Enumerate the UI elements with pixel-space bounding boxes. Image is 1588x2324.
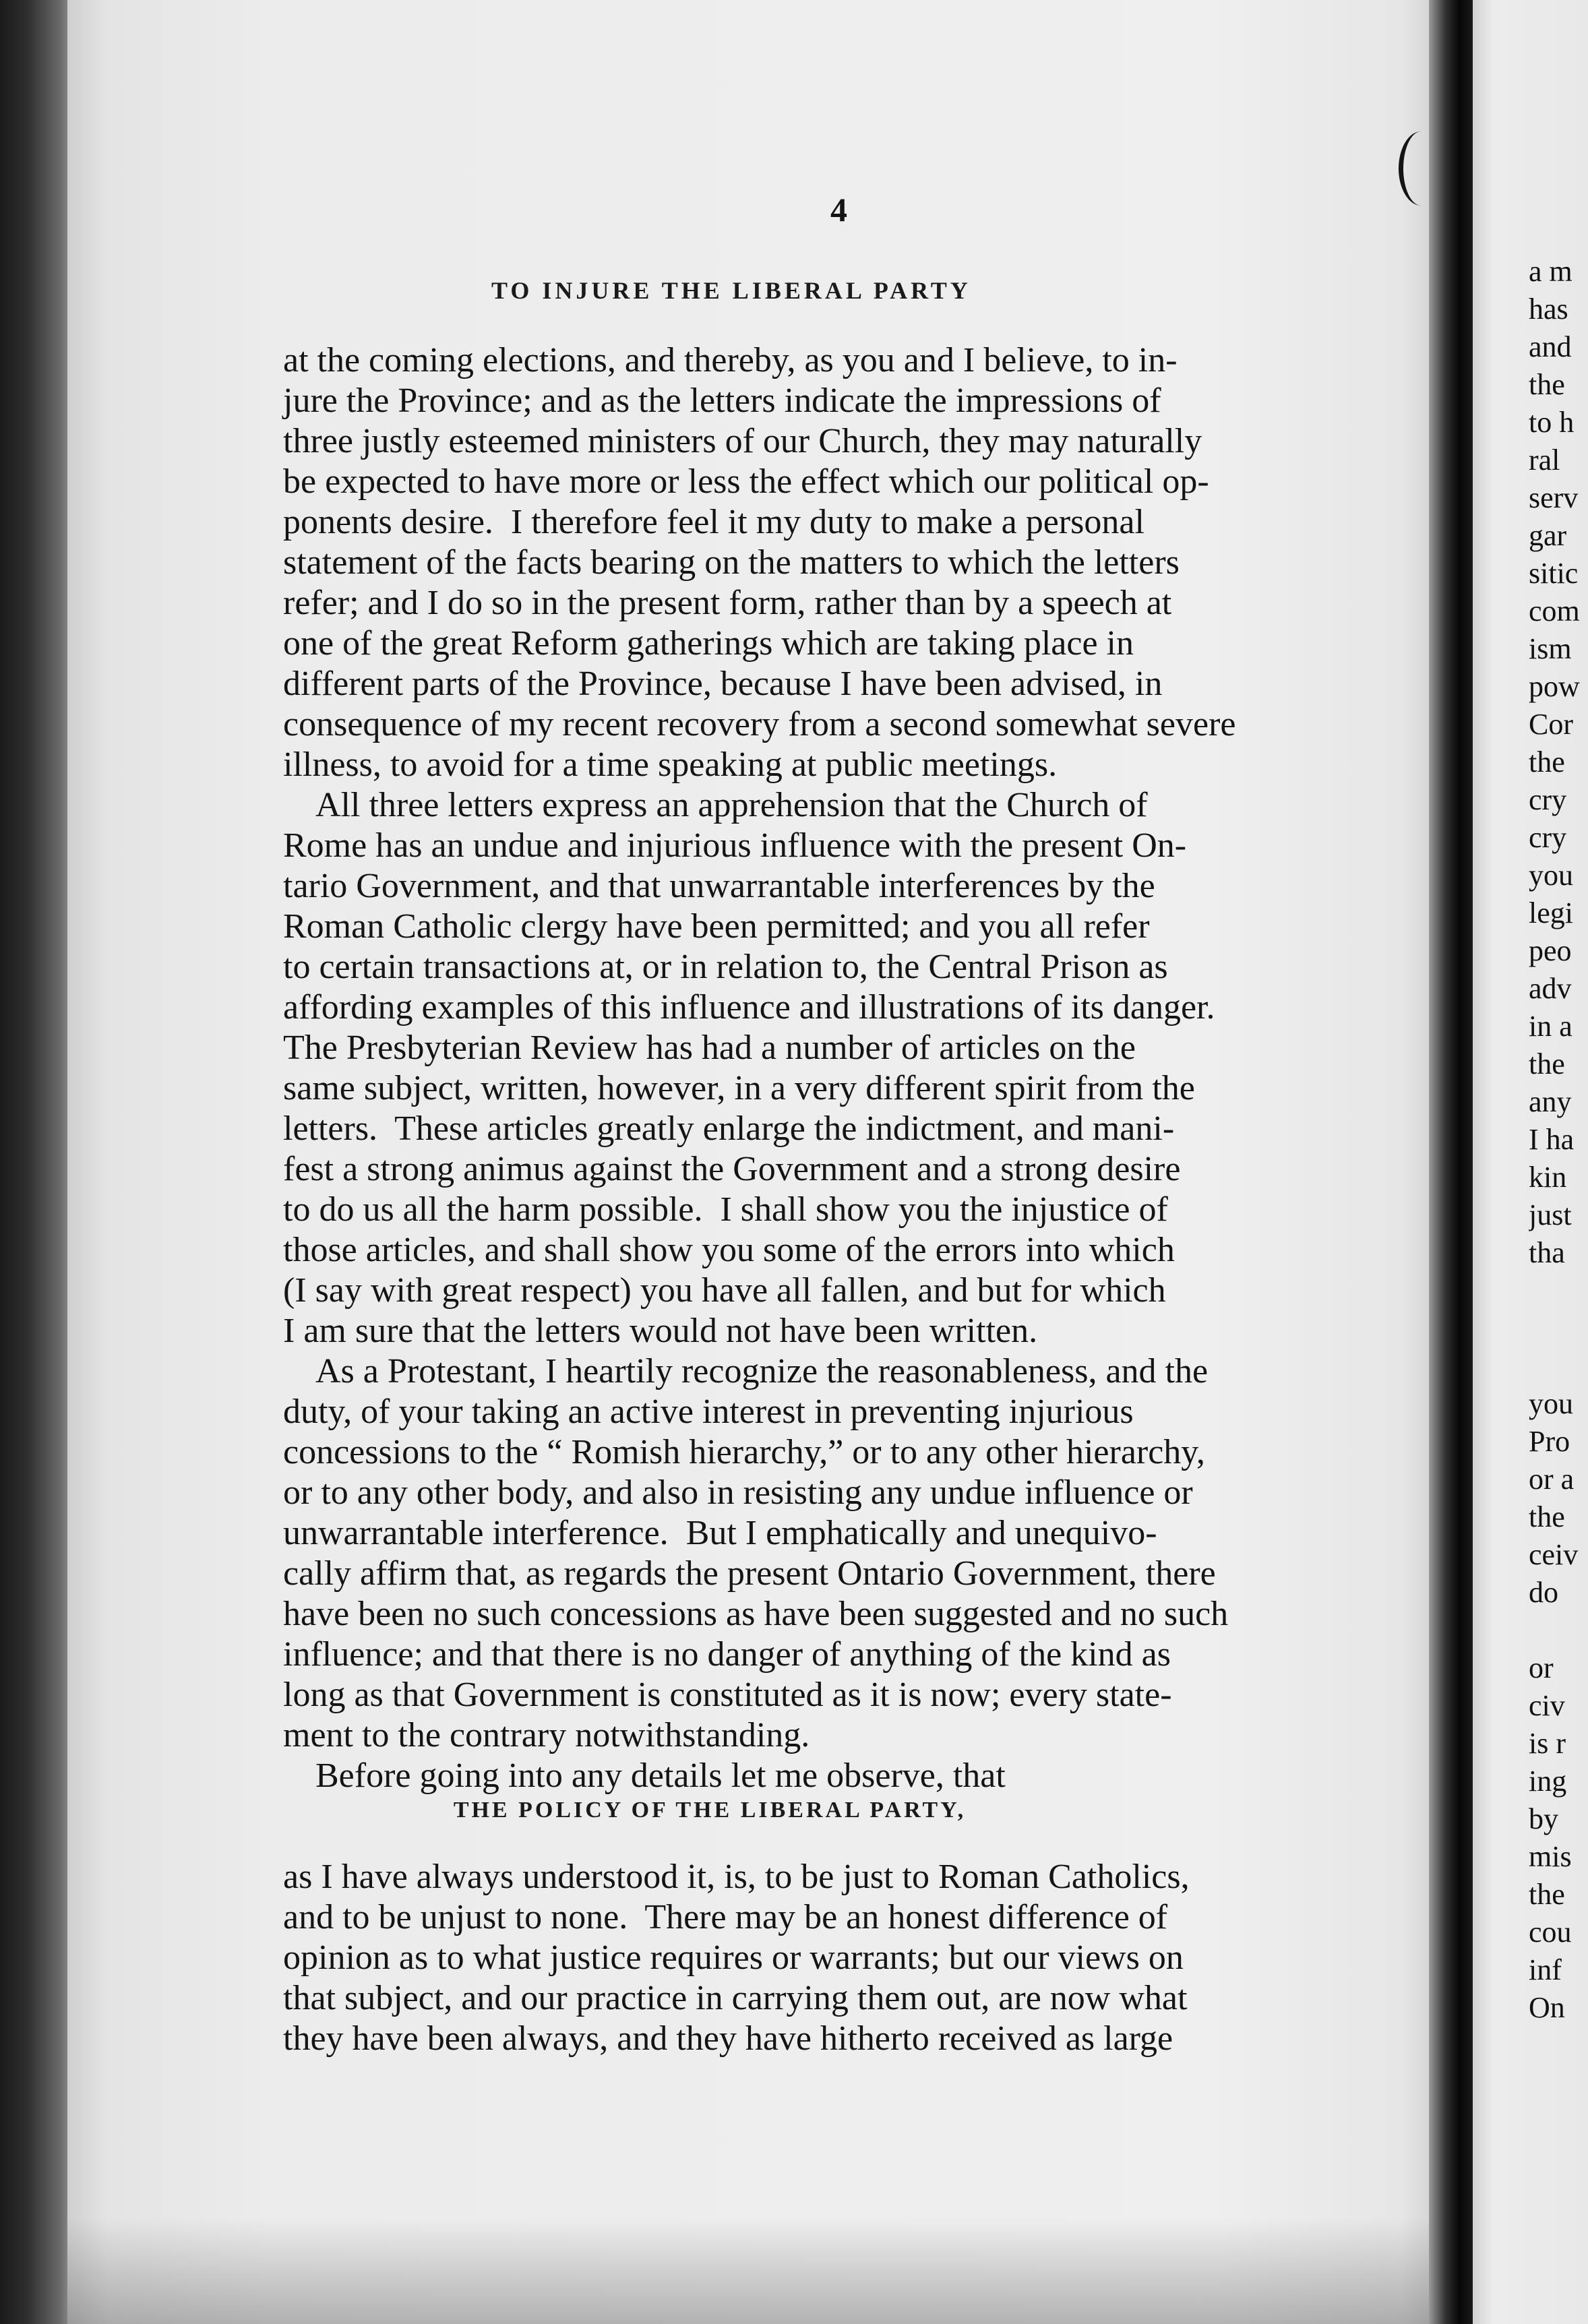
- facing-page-fragment: I ha: [1529, 1123, 1575, 1156]
- facing-page-fragment: cry: [1529, 783, 1567, 816]
- body-text-before: [283, 340, 1375, 1796]
- facing-page-fragment: any: [1529, 1085, 1572, 1118]
- facing-page-fragment: a m: [1529, 255, 1572, 288]
- text-line: (I say with great respect) you have all fallen, and but for which: [283, 1271, 1166, 1310]
- text-line: duty, of your taking an active interest in preventing injurious: [283, 1393, 1134, 1431]
- paragraph: [283, 785, 1375, 1351]
- text-line: statement of the facts bearing on the matters to which the letters: [283, 543, 1180, 582]
- text-line: or to any other body, and also in resisting any undue influence or: [283, 1473, 1193, 1512]
- text-line: that subject, and our practice in carrying them out, are now what: [283, 1979, 1188, 2017]
- section-heading-text: THE POLICY OF THE LIBERAL PARTY,: [453, 1798, 967, 1823]
- text-line: three justly esteemed ministers of our Church, they may naturally: [283, 422, 1202, 460]
- text-line: tario Government, and that unwarrantable interferences by the: [283, 867, 1155, 905]
- text-line: ponents desire. I therefore feel it my duty to make a personal: [283, 503, 1144, 541]
- facing-page-fragment: ral: [1529, 444, 1560, 477]
- body-text-after: [283, 1857, 1375, 2059]
- text-line: concessions to the “ Romish hierarchy,” or to any other hierarchy,: [283, 1433, 1205, 1471]
- facing-page-fragment: ing: [1529, 1765, 1567, 1798]
- facing-page-fragment: adv: [1529, 972, 1572, 1005]
- text-line: fest a strong animus against the Government and a strong desire: [283, 1150, 1181, 1188]
- text-line: be expected to have more or less the effect which our political op-: [283, 462, 1209, 501]
- paragraph: [283, 1756, 1375, 1796]
- facing-page-fragment: com: [1529, 594, 1580, 628]
- facing-page-fragment: [1529, 1272, 1588, 1310]
- facing-page-fragment: the: [1529, 1878, 1565, 1911]
- facing-page-fragment: ism: [1529, 632, 1572, 665]
- text-line: have been no such concessions as have been suggested and no such: [283, 1595, 1229, 1633]
- paragraph: [283, 340, 1375, 785]
- text-line: I am sure that the letters would not have been written.: [283, 1312, 1038, 1350]
- scan-left-edge: [0, 0, 74, 2324]
- facing-page-fragment: On: [1529, 1991, 1565, 2024]
- facing-page-fragment: the: [1529, 368, 1565, 401]
- text-line: same subject, written, however, in a very different spirit from the: [283, 1069, 1195, 1107]
- paragraph: [283, 1857, 1375, 2059]
- text-line: as I have always understood it, is, to be just to Roman Catholics,: [283, 1858, 1190, 1896]
- facing-page-fragment: gar: [1529, 519, 1567, 552]
- facing-page-fragment: [1529, 1612, 1588, 1649]
- facing-page-fragment: and: [1529, 330, 1572, 363]
- text-line: opinion as to what justice requires or warrants; but our views on: [283, 1938, 1184, 1977]
- text-line: ment to the contrary notwithstanding.: [283, 1716, 810, 1754]
- text-line: As a Protestant, I heartily recognize the reasonableness, and the: [315, 1352, 1209, 1390]
- facing-page-fragment: mis: [1529, 1840, 1572, 1873]
- facing-page-fragment: you: [1529, 1387, 1573, 1420]
- paragraph: [283, 1351, 1375, 1756]
- facing-page-fragment: peo: [1529, 934, 1572, 967]
- text-line: All three letters express an apprehension that the Church of: [315, 786, 1148, 824]
- facing-page-fragment: in a: [1529, 1010, 1572, 1043]
- page-number: 4: [830, 191, 847, 228]
- text-line: those articles, and shall show you some of the errors into which: [283, 1231, 1175, 1269]
- facing-page-text: [1529, 253, 1588, 2027]
- text-line: and to be unjust to none. There may be an honest difference of: [283, 1898, 1168, 1936]
- text-line: Roman Catholic clergy have been permitted; and you all refer: [283, 907, 1150, 946]
- page-curl-mark: [1399, 131, 1444, 206]
- facing-page-fragment: the: [1529, 1500, 1565, 1533]
- text-line: at the coming elections, and thereby, as you and I believe, to in-: [283, 341, 1178, 379]
- text-line: The Presbyterian Review has had a number of articles on the: [283, 1029, 1136, 1067]
- page-shadow: [67, 2218, 1446, 2324]
- text-line: one of the great Reform gatherings which are taking place in: [283, 624, 1134, 663]
- facing-page-fragment: has: [1529, 293, 1568, 326]
- facing-page-fragment: Pro: [1529, 1425, 1570, 1458]
- facing-page-fragment: or a: [1529, 1463, 1575, 1496]
- section-heading: [0, 1798, 1588, 1823]
- facing-page-fragment: cou: [1529, 1916, 1572, 1949]
- facing-page-fragment: by: [1529, 1802, 1558, 1835]
- facing-page-fragment: cry: [1529, 821, 1567, 854]
- text-line: unwarrantable interference. But I emphatically and unequivo-: [283, 1514, 1157, 1552]
- facing-page-fragment: just: [1529, 1198, 1572, 1231]
- text-line: different parts of the Province, because I have been advised, in: [283, 665, 1163, 703]
- facing-page-fragment: to h: [1529, 406, 1575, 439]
- text-line: affording examples of this influence and illustrations of its danger.: [283, 988, 1215, 1027]
- facing-page-fragment: tha: [1529, 1236, 1565, 1269]
- text-line: long as that Government is constituted as it is now; every state-: [283, 1676, 1172, 1714]
- facing-page-fragment: or: [1529, 1651, 1554, 1684]
- text-line: jure the Province; and as the letters indicate the impressions of: [283, 381, 1161, 420]
- book-gutter: [1429, 0, 1476, 2324]
- facing-page-fragment: civ: [1529, 1689, 1565, 1722]
- facing-page-fragment: Cor: [1529, 708, 1573, 741]
- text-line: influence; and that there is no danger of anything of the kind as: [283, 1635, 1171, 1674]
- facing-page-fragment: the: [1529, 745, 1565, 778]
- text-line: consequence of my recent recovery from a second somewhat severe: [283, 705, 1236, 743]
- running-head: TO INJURE THE LIBERAL PARTY: [491, 277, 971, 304]
- facing-page-fragment: you: [1529, 859, 1573, 892]
- facing-page-fragment: do: [1529, 1576, 1558, 1609]
- facing-page-fragment: inf: [1529, 1953, 1562, 1986]
- text-line: cally affirm that, as regards the present Ontario Government, there: [283, 1554, 1216, 1593]
- text-line: Before going into any details let me observe, that: [315, 1756, 1006, 1795]
- text-line: they have been always, and they have hitherto received as large: [283, 2019, 1173, 2058]
- facing-page-fragment: [1529, 1347, 1588, 1385]
- text-line: Rome has an undue and injurious influence with the present On-: [283, 826, 1187, 865]
- text-line: to certain transactions at, or in relation to, the Central Prison as: [283, 948, 1168, 986]
- text-line: letters. These articles greatly enlarge the indictment, and mani-: [283, 1109, 1175, 1148]
- text-line: illness, to avoid for a time speaking at public meetings.: [283, 745, 1058, 784]
- text-line: refer; and I do so in the present form, rather than by a speech at: [283, 584, 1172, 622]
- text-line: to do us all the harm possible. I shall show you the injustice of: [283, 1190, 1168, 1229]
- facing-page-fragment: serv: [1529, 481, 1579, 514]
- facing-page-fragment: is r: [1529, 1727, 1566, 1760]
- facing-page-fragment: legi: [1529, 896, 1573, 929]
- facing-page-fragment: ceiv: [1529, 1538, 1579, 1571]
- facing-page-fragment: sitic: [1529, 557, 1579, 590]
- facing-page-fragment: [1529, 1310, 1588, 1347]
- facing-page-fragment: the: [1529, 1047, 1565, 1080]
- facing-page-fragment: pow: [1529, 670, 1580, 703]
- facing-page-fragment: kin: [1529, 1161, 1567, 1194]
